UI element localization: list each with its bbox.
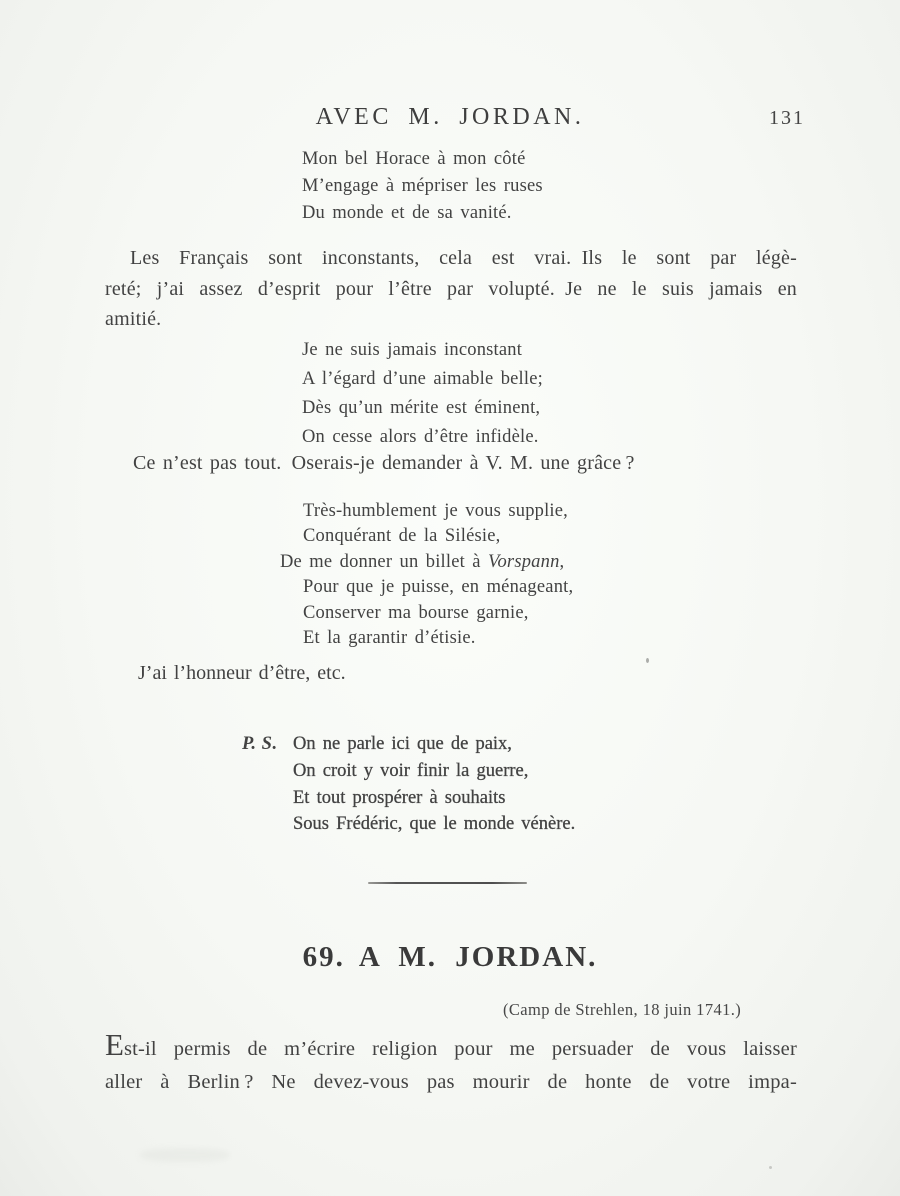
letter-title: A M. JORDAN.	[358, 941, 598, 973]
verse-supplique	[280, 499, 573, 651]
verse-inconstant	[302, 336, 543, 452]
running-head-title: AVEC M. JORDAN.	[315, 104, 585, 130]
verse-line: A l’égard d’une aimable belle;	[302, 369, 543, 389]
letter-number: 69.	[302, 941, 345, 973]
letter-dateline: (Camp de Strehlen, 18 juin 1741.)	[503, 1000, 742, 1019]
vorspann-italic-word: Vorspann	[488, 551, 560, 572]
paragraph-line	[105, 1028, 797, 1066]
verse-line: Très-humblement je vous supplie,	[303, 501, 569, 521]
verse-line: Conserver ma bourse garnie,	[303, 602, 529, 623]
letter-heading	[0, 941, 900, 974]
paragraph-inconstants	[105, 243, 797, 335]
verse-horace	[302, 146, 543, 227]
verse-line: Et la garantir d’étisie.	[303, 628, 476, 649]
print-speck	[646, 658, 649, 663]
verse-line: Et tout prospérer à souhaits	[293, 787, 506, 808]
ps-verse	[293, 731, 575, 838]
paragraph-line: reté; j’ai assez d’esprit pour l’être par volupté. Je ne le suis jamais en	[105, 277, 797, 300]
verse-line: Sous Frédéric, que le monde vénère.	[293, 814, 576, 835]
verse-line: Conquérant de la Silésie,	[303, 526, 501, 547]
paragraph-line: amitié.	[105, 308, 162, 331]
closing-line: J’ai l’honneur d’être, etc.	[138, 662, 346, 684]
verse-line: Du monde et de sa vanité.	[302, 203, 512, 223]
vorspann-prefix: De me donner un billet à	[280, 551, 489, 572]
ps-label: P. S.	[242, 734, 278, 754]
verse-line: On croit y voir finir la guerre,	[293, 760, 529, 781]
paragraph-line: Les Français sont inconstants, cela est vrai. Ils le sont par légè-	[130, 247, 797, 269]
paragraph-line: aller à Berlin ? Ne devez-vous pas mourir de honte de votre impa-	[105, 1071, 797, 1093]
initial-capital: E	[105, 1027, 124, 1062]
verse-line: On ne parle ici que de paix,	[293, 734, 512, 754]
vorspann-suffix: ,	[559, 551, 565, 572]
verse-line: On cesse alors d’être infidèle.	[302, 427, 539, 447]
print-speck	[769, 1166, 772, 1169]
postscript	[242, 731, 575, 838]
opening-first-line: st-il permis de m’écrire religion pour me persuader de vous laisser	[123, 1038, 797, 1060]
section-divider	[368, 882, 527, 884]
verse-line: Je ne suis jamais inconstant	[302, 340, 523, 360]
verse-line: Pour que je puisse, en ménageant,	[303, 577, 574, 598]
verse-line: M’engage à mépriser les ruses	[302, 176, 543, 196]
page-number: 131	[769, 107, 805, 129]
print-smudge	[140, 1148, 230, 1162]
letter-opening-paragraph	[105, 1028, 797, 1099]
verse-line: Mon bel Horace à mon côté	[302, 149, 526, 169]
verse-line-vorspann	[280, 550, 573, 575]
paragraph-grace: Ce n’est pas tout. Oserais-je demander à V. M. une grâce ?	[133, 452, 635, 474]
verse-line: Dès qu’un mérite est éminent,	[302, 398, 541, 418]
